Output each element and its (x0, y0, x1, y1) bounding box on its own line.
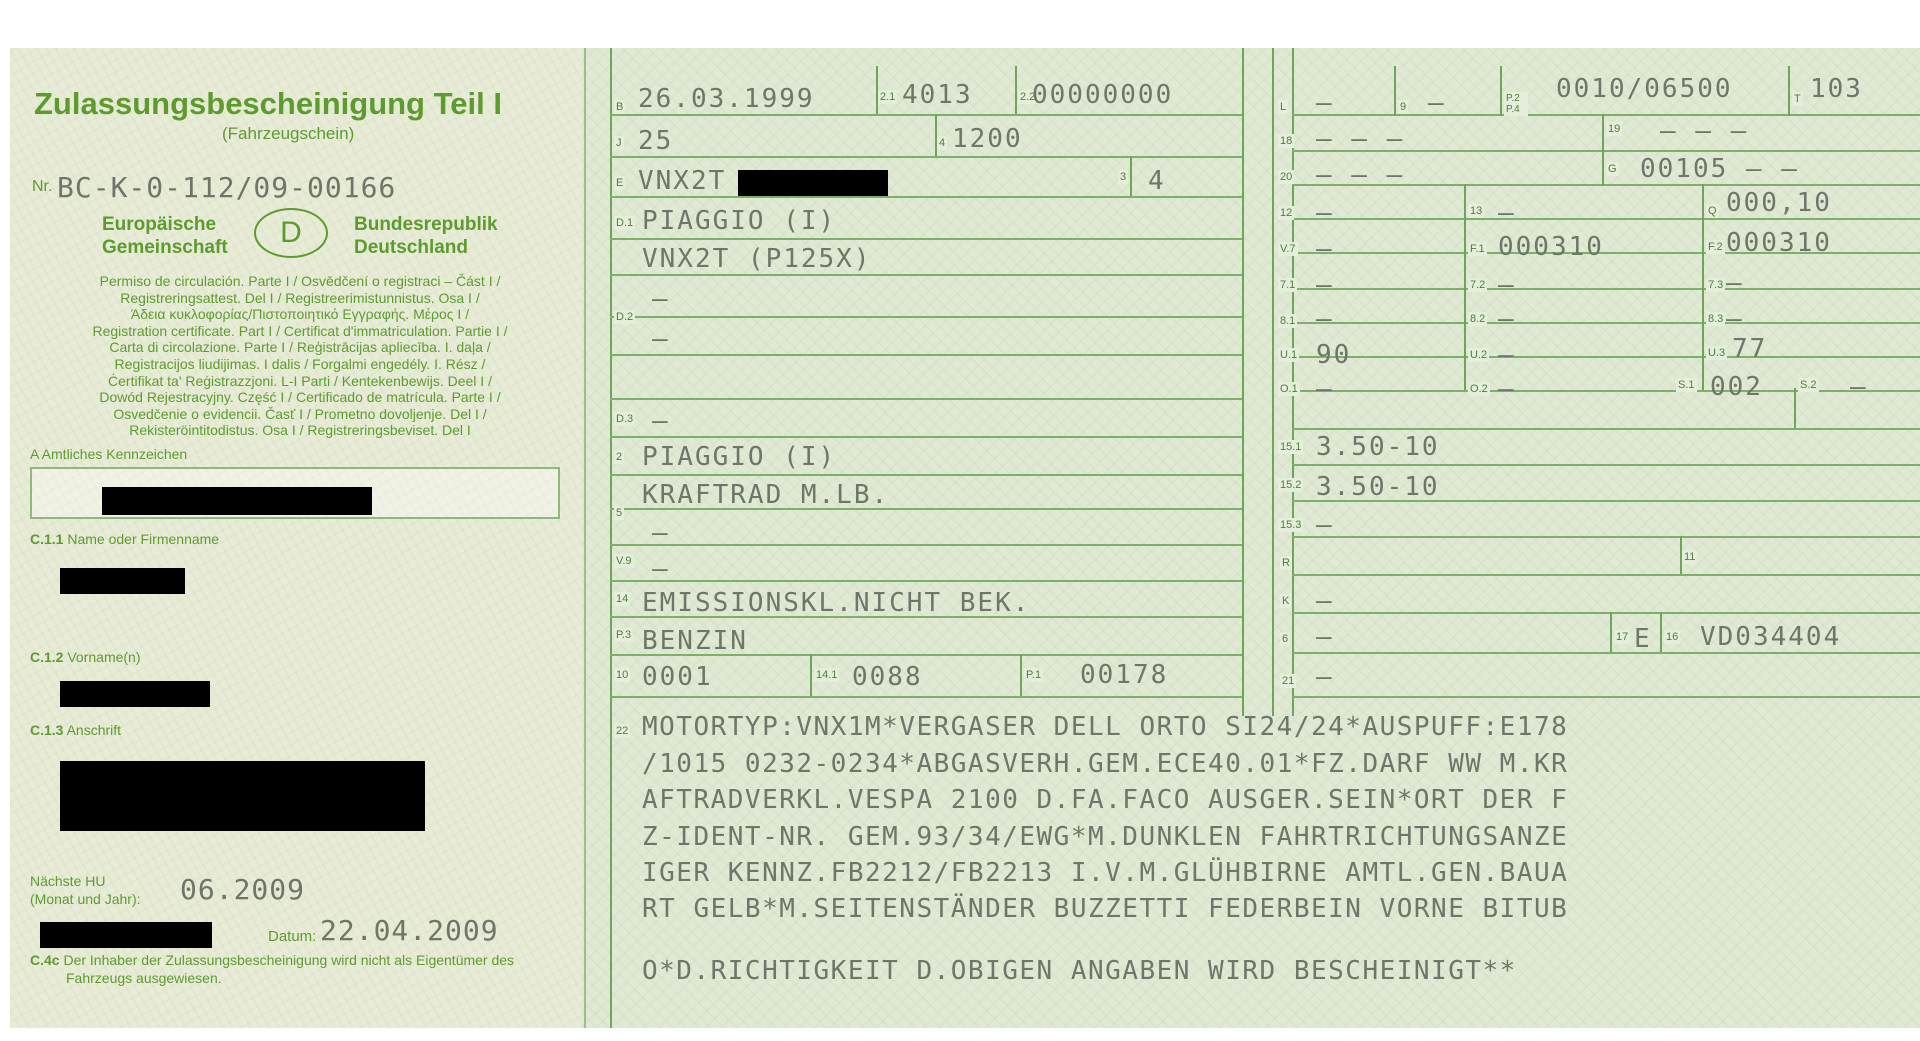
row-line (610, 398, 1242, 400)
code-19: 19 (1608, 123, 1621, 135)
eu-line-2: Gemeinschaft (102, 237, 228, 258)
redacted-first-name (60, 681, 210, 707)
code-2-1: 2.1 (880, 91, 896, 103)
document-subtitle: (Fahrzeugschein) (222, 124, 355, 143)
field-F1-value: 000310 (1498, 232, 1604, 262)
code-17: 17 (1616, 631, 1629, 643)
code-J: J (616, 137, 622, 149)
field-O1-value: – (1316, 374, 1334, 404)
c4c-line-2: Fahrzeugs ausgewiesen. (66, 970, 222, 986)
code-O1: O.1 (1280, 383, 1298, 395)
code-D3: D.3 (616, 413, 634, 425)
redacted-address (60, 761, 425, 831)
code-14-1: 14.1 (816, 669, 838, 681)
row-line (1292, 696, 1920, 698)
c12-label (30, 649, 141, 665)
cell-divider (810, 654, 812, 696)
kennzeichen-label: A Amtliches Kennzeichen (30, 446, 188, 462)
field-G-value: 00105 – – (1640, 154, 1799, 184)
code-8-3: 8.3 (1708, 313, 1724, 325)
field-18-value: – – – (1316, 124, 1405, 154)
cell-divider (1130, 156, 1132, 196)
field-10-value: 0001 (642, 662, 713, 692)
code-2: 2 (616, 451, 623, 463)
field-2-value: PIAGGIO (I) (642, 442, 837, 472)
code-8-2: 8.2 (1470, 313, 1486, 325)
field-V9-value: – (652, 554, 670, 584)
left-panel (10, 48, 582, 1028)
code-U2: U.2 (1470, 349, 1488, 361)
code-2-2: 2.2 (1020, 91, 1036, 103)
c11-label (30, 531, 219, 547)
row-line (1292, 356, 1920, 358)
code-16: 16 (1666, 631, 1679, 643)
code-V9: V.9 (616, 555, 632, 567)
field-15-3-value: – (1316, 510, 1334, 540)
field-S1-value: 002 (1710, 372, 1763, 402)
grid-line-middle-2 (1272, 48, 1274, 716)
document-title: Zulassungsbescheinigung Teil I (34, 86, 502, 121)
code-4: 4 (939, 137, 946, 149)
field-U2-value: – (1498, 340, 1516, 370)
field-8-2-value: – (1498, 304, 1516, 334)
code-S2: S.2 (1800, 379, 1817, 391)
cell-divider (1660, 612, 1662, 652)
field-17-value: E (1634, 624, 1652, 654)
field-5-value-a: KRAFTRAD M.LB. (642, 480, 890, 510)
code-10: 10 (616, 669, 629, 681)
hu-label-line-2: (Monat und Jahr): (30, 891, 141, 907)
multilingual-line: Registration certificate. Part I / Certificat d'immatriculation. Partie I / (92, 322, 508, 339)
row-line (610, 580, 1242, 582)
document-number: BC-K-0-112/09-00166 (57, 171, 397, 204)
eu-label (102, 213, 228, 259)
code-U3: U.3 (1708, 347, 1726, 359)
field-B-value: 26.03.1999 (638, 84, 815, 114)
redacted-name (60, 568, 185, 594)
code-8-1: 8.1 (1280, 315, 1296, 327)
field-P2-P4-value: 0010/06500 (1556, 74, 1733, 104)
row-line (610, 196, 1242, 198)
code-3: 3 (1120, 171, 1127, 183)
eu-line-1: Europäische (102, 214, 217, 235)
field-5-value-b: – (652, 518, 670, 548)
c13-code: C.1.3 (30, 722, 64, 738)
row-line (610, 316, 1242, 318)
field-15-1-value: 3.50-10 (1316, 432, 1440, 462)
row-line (1292, 652, 1920, 654)
redacted-vin (738, 170, 888, 196)
field-K-value: – (1316, 586, 1334, 616)
field-13-value: – (1498, 198, 1516, 228)
cell-divider (1794, 388, 1796, 428)
code-14: 14 (616, 593, 629, 605)
code-D1: D.1 (616, 217, 634, 229)
multilingual-line: Registracijos liudijimas. I dalis / Forgalmi engedély. I. Rész / (114, 355, 486, 372)
field-E-value: VNX2T (638, 166, 727, 196)
field-O2-value: – (1498, 374, 1516, 404)
row-line (610, 274, 1242, 276)
code-D2: D.2 (616, 311, 634, 323)
field-J-value: 25 (638, 126, 674, 156)
field-U1-value: 90 (1316, 340, 1352, 370)
field-8-1-value: – (1316, 304, 1334, 334)
c4c-line-1: Der Inhaber der Zulassungsbescheinigung wird nicht als Eigentümer des (63, 952, 515, 968)
row-line (1292, 114, 1920, 116)
row-line (1292, 574, 1920, 576)
grid-line-middle (1242, 48, 1244, 716)
code-15-1: 15.1 (1280, 441, 1302, 453)
remarks-line: RT GELB*M.SEITENSTÄNDER BUZZETTI FEDERBEIN VORNE BITUB (642, 894, 1569, 924)
multilingual-line: Rekisteröintitodistus. Osa I / Registreringsbeviset. Del I (129, 422, 471, 439)
redacted-plate (102, 487, 372, 515)
field-20-value: – – – (1316, 160, 1405, 190)
code-B: B (616, 101, 624, 113)
code-P2-P4: P.2 P.4 (1504, 92, 1528, 116)
remarks-line: IGER KENNZ.FB2212/FB2213 I.V.M.GLÜHBIRNE AMTL.GEN.BAUA (642, 858, 1569, 888)
c12-text: Vorname(n) (67, 649, 141, 665)
field-Q-value: 000,10 (1726, 188, 1832, 218)
row-line (1292, 322, 1920, 324)
code-7-2: 7.2 (1470, 279, 1486, 291)
cell-divider (1020, 654, 1022, 696)
code-P3: P.3 (616, 629, 632, 641)
cell-divider (1500, 66, 1502, 116)
code-P1: P.1 (1026, 669, 1042, 681)
row-line (610, 354, 1242, 356)
hu-label (30, 872, 141, 908)
row-line (610, 436, 1242, 438)
field-15-2-value: 3.50-10 (1316, 472, 1440, 502)
code-O2: O.2 (1470, 383, 1488, 395)
registration-certificate (10, 48, 1920, 1028)
field-T-value: 103 (1810, 74, 1863, 104)
row-line (610, 696, 1242, 698)
field-8-3-value: – (1726, 304, 1744, 334)
field-4-value: 1200 (952, 124, 1023, 154)
remarks-line: /1015 0232-0234*ABGASVERH.GEM.ECE40.01*FZ.DARF WW M.KR (642, 749, 1569, 779)
cell-divider (1610, 612, 1612, 652)
row-line (1292, 390, 1920, 392)
field-2-1-value: 4013 (902, 80, 973, 110)
remarks-line: MOTORTYP:VNX1M*VERGASER DELL ORTO SI24/24*AUSPUFF:E178 (642, 712, 1569, 742)
code-K: K (1282, 595, 1290, 607)
field-3-value: 4 (1148, 166, 1166, 196)
field-9-value: – (1428, 88, 1446, 118)
c13-label (30, 722, 121, 738)
c4c-code: C.4c (30, 952, 60, 968)
redacted-signature (40, 922, 212, 948)
c4c-note (30, 951, 514, 987)
multilingual-title-block (40, 273, 560, 439)
code-22: 22 (616, 725, 629, 737)
row-line (610, 114, 1242, 116)
multilingual-line: Άδεια κυκλοφορίας/Πιστοποιητικό Εγγραφής. Μέρος I / (130, 306, 470, 323)
multilingual-line: Permiso de circulación. Parte I / Osvědčení o registraci – Část I / (99, 273, 501, 289)
cell-divider (1788, 66, 1790, 116)
row-line (1292, 464, 1920, 466)
field-P3-value: BENZIN (642, 626, 748, 656)
row-line (610, 474, 1242, 476)
field-14-1-value: 0088 (852, 662, 923, 692)
field-6-value: – (1316, 622, 1334, 652)
row-line (610, 544, 1242, 546)
c11-text: Name oder Firmenname (67, 531, 220, 547)
multilingual-line: Osvedčenie o evidencii. Časť I / Prometno dovoljenje. Del I / (113, 405, 487, 422)
field-D2-value-a: – (652, 284, 670, 314)
remarks-line: AFTRADVERKL.VESPA 2100 D.FA.FACO AUSGER.SEIN*ORT DER F (642, 785, 1569, 815)
field-D2-value-b: – (652, 324, 670, 354)
code-20: 20 (1280, 171, 1293, 183)
code-15-3: 15.3 (1280, 519, 1302, 531)
datum-label: Datum: (268, 928, 317, 945)
field-D1-type-value: VNX2T (P125X) (642, 244, 872, 274)
field-7-3-value: – (1726, 268, 1744, 298)
c11-code: C.1.1 (30, 531, 64, 547)
brd-line-1: Bundesrepublik (354, 214, 498, 235)
field-L-value: – (1316, 88, 1334, 118)
multilingual-line: Carta di circolazione. Parte I / Reģistrācijas apliecība. I. daļa / (109, 339, 491, 356)
code-F2: F.2 (1708, 241, 1723, 253)
code-Q: Q (1708, 205, 1717, 217)
c13-text: Anschrift (66, 722, 122, 738)
row-line (1292, 288, 1920, 290)
field-D1-value: PIAGGIO (I) (642, 206, 837, 236)
code-11: 11 (1684, 551, 1696, 563)
cell-divider (1015, 66, 1017, 114)
field-16-value: VD034404 (1700, 622, 1842, 652)
fold-line (584, 48, 586, 1028)
code-V7: V.7 (1280, 243, 1296, 255)
code-5: 5 (616, 507, 623, 519)
multilingual-line: Ċertifikat ta' Reġistrazzjoni. L-I Parti / Kentekenbewijs. Deel I / (108, 372, 492, 389)
remarks-line: O*D.RICHTIGKEIT D.OBIGEN ANGABEN WIRD BESCHEINIGT** (642, 956, 1517, 986)
code-E: E (616, 177, 624, 189)
field-7-1-value: – (1316, 270, 1334, 300)
code-U1: U.1 (1280, 349, 1298, 361)
row-line (1292, 218, 1920, 220)
code-13: 13 (1470, 205, 1483, 217)
row-line (610, 238, 1242, 240)
field-12-value: – (1316, 198, 1334, 228)
country-code-emblem: D (254, 208, 328, 258)
code-T: T (1794, 93, 1801, 105)
code-18: 18 (1280, 135, 1293, 147)
row-line (1292, 536, 1920, 538)
brd-label (354, 213, 498, 259)
field-14-value: EMISSIONSKL.NICHT BEK. (642, 588, 1031, 618)
field-19-value: – – – (1660, 116, 1749, 146)
row-line (1292, 612, 1920, 614)
multilingual-line: Dowód Rejestracyjny. Część I / Certificado de matrícula. Parte I / (99, 389, 501, 406)
code-7-3: 7.3 (1708, 279, 1724, 291)
number-label: Nr. (32, 178, 53, 195)
multilingual-line: Registreringsattest. Del I / Registreerimistunnistus. Osa I / (120, 289, 480, 306)
cell-divider (1464, 184, 1466, 390)
grid-line-left (610, 48, 612, 1028)
cell-divider (1394, 66, 1396, 116)
code-7-1: 7.1 (1280, 279, 1296, 291)
row-line (610, 156, 1242, 158)
code-15-2: 15.2 (1280, 479, 1302, 491)
field-21-value: – (1316, 662, 1334, 692)
c12-code: C.1.2 (30, 649, 64, 665)
field-P1-value: 00178 (1080, 660, 1169, 690)
row-line (1292, 428, 1920, 430)
field-2-2-value: 00000000 (1032, 80, 1174, 110)
field-S2-value: – (1850, 372, 1868, 402)
code-R: R (1282, 557, 1290, 569)
code-S1: S.1 (1678, 379, 1695, 391)
code-F1: F.1 (1470, 243, 1485, 255)
field-U3-value: 77 (1732, 334, 1768, 364)
code-G: G (1608, 163, 1617, 175)
field-7-2-value: – (1498, 270, 1516, 300)
code-6: 6 (1282, 633, 1289, 645)
field-V7-value: – (1316, 234, 1334, 264)
field-D3-value: – (652, 406, 670, 436)
remarks-line: Z-IDENT-NR. GEM.93/34/EWG*M.DUNKLEN FAHRTRICHTUNGSANZE (642, 822, 1569, 852)
hu-label-line-1: Nächste HU (30, 873, 106, 889)
hu-value: 06.2009 (180, 873, 306, 906)
brd-line-2: Deutschland (354, 237, 469, 258)
field-F2-value: 000310 (1726, 228, 1832, 258)
datum-value: 22.04.2009 (320, 914, 499, 947)
cell-divider (1702, 184, 1704, 390)
code-L: L (1280, 101, 1287, 113)
code-21: 21 (1282, 675, 1295, 687)
code-9: 9 (1400, 101, 1407, 113)
cell-divider (1602, 114, 1604, 186)
code-12: 12 (1280, 207, 1293, 219)
